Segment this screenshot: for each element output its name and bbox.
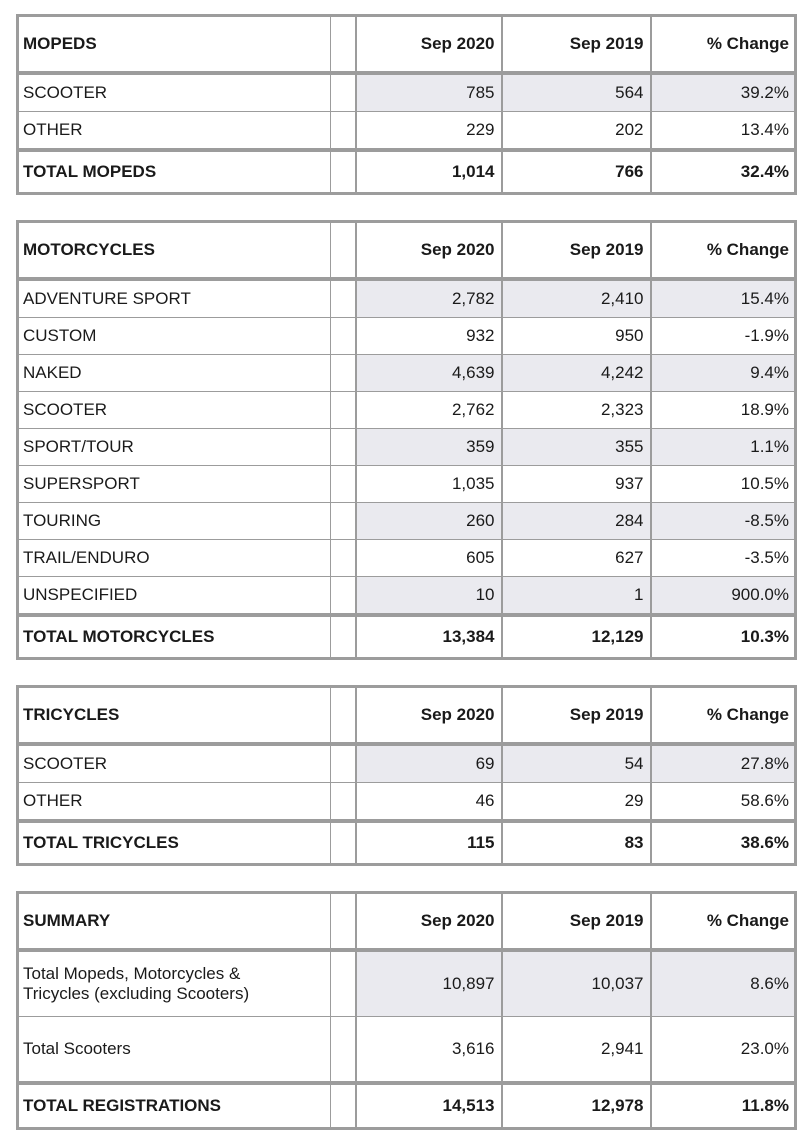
column-header-sep2020: Sep 2020 <box>356 222 502 280</box>
category-cell: UNSPECIFIED <box>18 577 331 616</box>
total-label: TOTAL TRICYCLES <box>18 821 331 865</box>
category-cell: OTHER <box>18 783 331 822</box>
total-sep2020: 115 <box>356 821 502 865</box>
category-cell: TRAIL/ENDURO <box>18 540 331 577</box>
value-pct-change: 58.6% <box>651 783 796 822</box>
value-sep2019: 1 <box>502 577 651 616</box>
table-row <box>18 279 796 318</box>
table-row <box>18 950 796 1017</box>
value-pct-change: -3.5% <box>651 540 796 577</box>
value-sep2019: 355 <box>502 429 651 466</box>
table-row <box>18 744 796 783</box>
spacer-cell <box>331 744 356 783</box>
value-sep2020: 1,035 <box>356 466 502 503</box>
value-sep2019: 29 <box>502 783 651 822</box>
value-pct-change: 13.4% <box>651 112 796 151</box>
total-sep2019: 83 <box>502 821 651 865</box>
category-cell: TOURING <box>18 503 331 540</box>
value-pct-change: -1.9% <box>651 318 796 355</box>
spacer-cell <box>331 222 356 280</box>
category-cell: SCOOTER <box>18 73 331 112</box>
summary-table <box>16 891 797 1130</box>
spacer-cell <box>331 893 356 951</box>
value-sep2019: 202 <box>502 112 651 151</box>
value-sep2019: 937 <box>502 466 651 503</box>
table-row <box>18 577 796 616</box>
total-row <box>18 150 796 194</box>
value-pct-change: 1.1% <box>651 429 796 466</box>
total-pct-change: 32.4% <box>651 150 796 194</box>
spacer-cell <box>331 503 356 540</box>
value-sep2020: 785 <box>356 73 502 112</box>
value-sep2019: 4,242 <box>502 355 651 392</box>
spacer-cell <box>331 150 356 194</box>
value-sep2019: 54 <box>502 744 651 783</box>
value-sep2020: 932 <box>356 318 502 355</box>
column-header-pct-change: % Change <box>651 16 796 74</box>
table-title: TRICYCLES <box>18 687 331 745</box>
total-label: TOTAL REGISTRATIONS <box>18 1083 331 1129</box>
header-row <box>18 222 796 280</box>
category-cell: SPORT/TOUR <box>18 429 331 466</box>
total-pct-change: 38.6% <box>651 821 796 865</box>
header-row <box>18 687 796 745</box>
table-row <box>18 429 796 466</box>
table-row <box>18 783 796 822</box>
category-cell: NAKED <box>18 355 331 392</box>
table-row <box>18 540 796 577</box>
value-sep2020: 69 <box>356 744 502 783</box>
category-cell: SUPERSPORT <box>18 466 331 503</box>
table-row <box>18 318 796 355</box>
value-sep2019: 284 <box>502 503 651 540</box>
value-sep2020: 10,897 <box>356 950 502 1017</box>
spacer-cell <box>331 16 356 74</box>
spacer-cell <box>331 429 356 466</box>
total-sep2020: 1,014 <box>356 150 502 194</box>
value-sep2020: 359 <box>356 429 502 466</box>
value-sep2019: 2,410 <box>502 279 651 318</box>
value-sep2019: 627 <box>502 540 651 577</box>
value-sep2020: 260 <box>356 503 502 540</box>
total-sep2019: 12,978 <box>502 1083 651 1129</box>
value-pct-change: 18.9% <box>651 392 796 429</box>
column-header-sep2020: Sep 2020 <box>356 16 502 74</box>
value-sep2020: 229 <box>356 112 502 151</box>
motorcycles-table <box>16 220 797 660</box>
spacer-cell <box>331 112 356 151</box>
mopeds-table <box>16 14 797 195</box>
category-cell: OTHER <box>18 112 331 151</box>
spacer-cell <box>331 466 356 503</box>
value-pct-change: 10.5% <box>651 466 796 503</box>
total-sep2020: 13,384 <box>356 615 502 659</box>
spacer-cell <box>331 73 356 112</box>
value-pct-change: 23.0% <box>651 1017 796 1084</box>
value-sep2020: 10 <box>356 577 502 616</box>
value-sep2020: 46 <box>356 783 502 822</box>
value-sep2019: 2,941 <box>502 1017 651 1084</box>
column-header-sep2019: Sep 2019 <box>502 16 651 74</box>
total-row <box>18 1083 796 1129</box>
table-row <box>18 112 796 151</box>
value-sep2019: 564 <box>502 73 651 112</box>
total-pct-change: 11.8% <box>651 1083 796 1129</box>
total-sep2020: 14,513 <box>356 1083 502 1129</box>
category-cell: CUSTOM <box>18 318 331 355</box>
spacer-cell <box>331 279 356 318</box>
category-cell: Total Mopeds, Motorcycles & Tricycles (excluding Scooters) <box>18 950 331 1017</box>
column-header-sep2020: Sep 2020 <box>356 893 502 951</box>
spacer-cell <box>331 392 356 429</box>
total-label: TOTAL MOTORCYCLES <box>18 615 331 659</box>
table-title: SUMMARY <box>18 893 331 951</box>
tricycles-table <box>16 685 797 866</box>
spacer-cell <box>331 615 356 659</box>
spacer-cell <box>331 950 356 1017</box>
column-header-pct-change: % Change <box>651 893 796 951</box>
column-header-sep2020: Sep 2020 <box>356 687 502 745</box>
value-sep2020: 3,616 <box>356 1017 502 1084</box>
category-cell: Total Scooters <box>18 1017 331 1084</box>
value-sep2020: 2,782 <box>356 279 502 318</box>
total-label: TOTAL MOPEDS <box>18 150 331 194</box>
category-cell: ADVENTURE SPORT <box>18 279 331 318</box>
table-row <box>18 392 796 429</box>
spacer-cell <box>331 687 356 745</box>
spacer-cell <box>331 540 356 577</box>
table-title: MOTORCYCLES <box>18 222 331 280</box>
value-sep2020: 2,762 <box>356 392 502 429</box>
value-sep2019: 950 <box>502 318 651 355</box>
value-pct-change: 9.4% <box>651 355 796 392</box>
category-cell: SCOOTER <box>18 744 331 783</box>
spacer-cell <box>331 1017 356 1084</box>
category-cell: SCOOTER <box>18 392 331 429</box>
total-sep2019: 12,129 <box>502 615 651 659</box>
header-row <box>18 16 796 74</box>
value-pct-change: -8.5% <box>651 503 796 540</box>
value-sep2019: 10,037 <box>502 950 651 1017</box>
spacer-cell <box>331 821 356 865</box>
value-pct-change: 900.0% <box>651 577 796 616</box>
total-pct-change: 10.3% <box>651 615 796 659</box>
table-row <box>18 73 796 112</box>
value-pct-change: 15.4% <box>651 279 796 318</box>
value-pct-change: 27.8% <box>651 744 796 783</box>
value-pct-change: 39.2% <box>651 73 796 112</box>
column-header-pct-change: % Change <box>651 687 796 745</box>
header-row <box>18 893 796 951</box>
column-header-sep2019: Sep 2019 <box>502 222 651 280</box>
spacer-cell <box>331 355 356 392</box>
total-sep2019: 766 <box>502 150 651 194</box>
column-header-pct-change: % Change <box>651 222 796 280</box>
value-sep2019: 2,323 <box>502 392 651 429</box>
table-row <box>18 355 796 392</box>
table-title: MOPEDS <box>18 16 331 74</box>
total-row <box>18 821 796 865</box>
spacer-cell <box>331 318 356 355</box>
total-row <box>18 615 796 659</box>
column-header-sep2019: Sep 2019 <box>502 893 651 951</box>
spacer-cell <box>331 783 356 822</box>
table-row <box>18 466 796 503</box>
value-sep2020: 605 <box>356 540 502 577</box>
spacer-cell <box>331 577 356 616</box>
column-header-sep2019: Sep 2019 <box>502 687 651 745</box>
spacer-cell <box>331 1083 356 1129</box>
table-row <box>18 503 796 540</box>
table-row <box>18 1017 796 1084</box>
value-sep2020: 4,639 <box>356 355 502 392</box>
value-pct-change: 8.6% <box>651 950 796 1017</box>
